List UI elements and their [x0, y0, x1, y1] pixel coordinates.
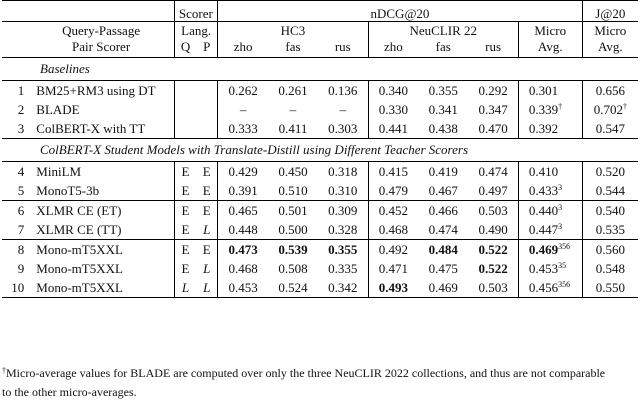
q-header: Q — [174, 39, 196, 58]
table-row — [2, 201, 638, 221]
lang-p: L — [203, 260, 211, 276]
row-id: 9 — [17, 260, 25, 276]
significance-marks: 35 — [558, 260, 567, 270]
significance-marks: 3 — [558, 202, 563, 212]
hc3-rus-value: 0.303 — [328, 120, 358, 136]
hc3-fas-value: 0.524 — [268, 278, 318, 298]
neu-fas-value: 0.474 — [428, 221, 458, 237]
lang-q: E — [174, 259, 196, 278]
scorer-name: Mono-mT5XXL — [28, 240, 174, 260]
row-id: 3 — [17, 120, 25, 136]
lang-p — [196, 81, 218, 101]
neuclir-header: NeuCLIR 22 — [368, 22, 518, 40]
hc3-zho-value: 0.453 — [218, 278, 268, 298]
judged-value: 0.702† — [582, 100, 638, 119]
hc3-rus-value: 0.328 — [328, 221, 358, 237]
section-baselines — [2, 58, 638, 81]
row-id: 1 — [2, 81, 28, 101]
scorer-name: XLMR CE (TT) — [36, 221, 122, 237]
micro-header: Micro — [518, 22, 582, 40]
neu-fas-value: 0.475 — [428, 260, 458, 276]
row-id: 6 — [2, 201, 28, 221]
row-id: 5 — [17, 182, 25, 198]
micro-header-j: Micro — [582, 22, 638, 40]
footnote — [2, 364, 634, 402]
neu-rus-value: 0.503 — [468, 201, 518, 221]
significance-marks: 3 — [558, 182, 563, 192]
neu-zho-value: 0.330 — [368, 100, 418, 119]
neu-fas-value: 0.341 — [428, 101, 458, 117]
p-header: P — [203, 38, 211, 54]
neu-zho-value: 0.340 — [368, 81, 418, 101]
footnote-line-2: to the other micro-averages. — [2, 385, 137, 399]
hc3-fas-value: 0.510 — [278, 182, 308, 198]
micro-avg-value: 0.447$^3$ — [518, 220, 582, 240]
lang-q — [174, 119, 196, 139]
neu-rus-value: 0.490 — [478, 221, 508, 237]
neu-fas-value: 0.469 — [418, 278, 468, 298]
results-table — [2, 0, 638, 298]
row-id: 8 — [2, 240, 28, 260]
row-id: 4 — [2, 162, 28, 182]
dagger-mark: † — [622, 101, 627, 111]
lang-p: E — [202, 182, 211, 198]
table-row — [2, 240, 638, 260]
qp-scorer-header-2: Pair Scorer — [72, 38, 131, 54]
hc3-fas-value: 0.261 — [268, 81, 318, 101]
lang-q: L — [174, 278, 196, 298]
micro-avg-header: Avg. — [518, 39, 582, 58]
qp-scorer-header-1: Query-Passage — [28, 22, 174, 40]
lang-q: E — [174, 240, 196, 260]
footnote-mark: † — [2, 366, 6, 375]
table-row — [2, 100, 638, 119]
scorer-name: MiniLM — [28, 162, 174, 182]
significance-marks: 356 — [558, 279, 571, 289]
hc3-fas-value: 0.450 — [268, 162, 318, 182]
judged-value: 0.540 — [582, 201, 638, 221]
judged-value: 0.560 — [582, 240, 638, 260]
hc3-zho-value: 0.465 — [218, 201, 268, 221]
neu-rus-value: 0.522 — [468, 240, 518, 260]
neu-zho-header: zho — [368, 39, 418, 58]
table-row — [2, 259, 638, 278]
hc3-fas-value: 0.500 — [278, 221, 308, 237]
scorer-name: ColBERT-X with TT — [36, 120, 146, 136]
scorer-name: BLADE — [36, 101, 80, 117]
scorer-name: XLMR CE (ET) — [28, 201, 174, 221]
table-row — [2, 119, 638, 139]
scorer-name: BM25+RM3 using DT — [28, 81, 174, 101]
neu-zho-value: 0.441 — [368, 119, 418, 139]
lang-p: E — [196, 201, 218, 221]
lang-q: E — [174, 181, 196, 201]
judged-value: 0.535 — [582, 220, 638, 240]
row-id: 10 — [2, 278, 28, 298]
neu-zho-value: 0.452 — [368, 201, 418, 221]
neu-fas-header: fas — [435, 38, 451, 54]
micro-avg-value: 0.433$^3$ — [518, 181, 582, 201]
hc3-rus-value: 0.136 — [318, 81, 368, 101]
scorer-name: MonoT5-3b — [36, 182, 100, 198]
hc3-rus-value: 0.309 — [318, 201, 368, 221]
micro-avg-header-j: Avg. — [582, 39, 638, 58]
section-title: ColBERT-X Student Models with Translate-Distill using Different Teacher Scorers — [2, 139, 638, 162]
table-row — [2, 81, 638, 101]
scorer-group-header: Scorer — [174, 1, 217, 22]
neu-fas-value: 0.466 — [418, 201, 468, 221]
neu-rus-value: 0.497 — [478, 182, 508, 198]
neu-fas-value: 0.355 — [418, 81, 468, 101]
hc3-rus-value: – — [339, 101, 347, 117]
hc3-zho-value: – — [218, 100, 268, 119]
micro-avg-value: 0.456$^{356}$ — [518, 278, 582, 298]
hc3-zho-value: 0.333 — [218, 119, 268, 139]
hc3-zho-value: 0.448 — [218, 220, 268, 240]
header-row-groups — [2, 1, 638, 22]
hc3-zho-value: 0.391 — [218, 181, 268, 201]
neu-zho-value: 0.493 — [368, 278, 418, 298]
lang-p — [196, 100, 218, 119]
judged-value: 0.550 — [582, 278, 638, 298]
section-colbert — [2, 139, 638, 162]
row-id: 7 — [17, 221, 25, 237]
micro-avg-value: 0.410 — [518, 162, 582, 182]
table-row — [2, 220, 638, 240]
neu-fas-value: 0.438 — [428, 120, 458, 136]
hc3-rus-value: 0.355 — [318, 240, 368, 260]
neu-zho-value: 0.468 — [368, 220, 418, 240]
micro-avg-value: 0.453$^{35}$ — [518, 259, 582, 278]
lang-p: L — [196, 278, 218, 298]
lang-p — [196, 119, 218, 139]
judged-value: 0.547 — [582, 119, 638, 139]
lang-p: E — [196, 162, 218, 182]
hc3-zho-value: 0.468 — [218, 259, 268, 278]
lang-q — [174, 81, 196, 101]
micro-avg-value: 0.339† — [518, 100, 582, 119]
lang-q: E — [174, 220, 196, 240]
micro-avg-value: 0.392 — [518, 119, 582, 139]
hc3-zho-value: 0.429 — [218, 162, 268, 182]
micro-avg-value: 0.301 — [518, 81, 582, 101]
lang-q — [174, 100, 196, 119]
neu-rus-value: 0.522 — [478, 260, 508, 276]
table-row — [2, 181, 638, 201]
judged-value: 0.520 — [582, 162, 638, 182]
hc3-rus-value: 0.318 — [318, 162, 368, 182]
micro-avg-value: 0.440$^3$ — [518, 201, 582, 221]
hc3-header: HC3 — [218, 22, 368, 40]
neu-zho-value: 0.471 — [368, 259, 418, 278]
neu-rus-header: rus — [485, 38, 501, 54]
lang-p: E — [196, 240, 218, 260]
neu-rus-value: 0.470 — [478, 120, 508, 136]
hc3-fas-value: 0.539 — [268, 240, 318, 260]
hc3-fas-value: 0.411 — [278, 120, 308, 136]
significance-marks: 356 — [558, 241, 571, 251]
neu-zho-value: 0.479 — [368, 181, 418, 201]
hc3-zho-value: 0.262 — [218, 81, 268, 101]
hc3-zho-value: 0.473 — [218, 240, 268, 260]
neu-zho-value: 0.492 — [368, 240, 418, 260]
neu-fas-value: 0.419 — [418, 162, 468, 182]
table-row — [2, 278, 638, 298]
hc3-rus-value: 0.310 — [328, 182, 358, 198]
neu-fas-value: 0.484 — [418, 240, 468, 260]
neu-rus-value: 0.347 — [478, 101, 508, 117]
header-row-collections — [2, 22, 638, 40]
footnote-line-1: Micro-average values for BLADE are computed over only the three NeuCLIR 2022 collections, and thus are not comparable — [6, 366, 606, 380]
hc3-rus-header: rus — [334, 38, 351, 54]
lang-q: E — [174, 162, 196, 182]
table-row — [2, 162, 638, 182]
row-id: 2 — [17, 101, 25, 117]
significance-marks: 3 — [558, 221, 563, 231]
hc3-rus-value: 0.335 — [328, 260, 358, 276]
neu-zho-value: 0.415 — [368, 162, 418, 182]
judged-value: 0.544 — [582, 181, 638, 201]
scorer-name: Mono-mT5XXL — [28, 278, 174, 298]
judged-group-header: J@20 — [582, 1, 638, 22]
hc3-fas-value: 0.508 — [278, 260, 308, 276]
lang-header: Lang. — [174, 22, 217, 40]
neu-rus-value: 0.503 — [468, 278, 518, 298]
judged-value: 0.548 — [582, 259, 638, 278]
lang-q: E — [174, 201, 196, 221]
neu-rus-value: 0.292 — [468, 81, 518, 101]
scorer-name: Mono-mT5XXL — [36, 260, 123, 276]
judged-value: 0.656 — [582, 81, 638, 101]
hc3-zho-header: zho — [218, 39, 268, 58]
lang-p: L — [203, 221, 211, 237]
neu-rus-value: 0.474 — [468, 162, 518, 182]
hc3-rus-value: 0.342 — [318, 278, 368, 298]
section-title: Baselines — [2, 58, 638, 81]
hc3-fas-value: – — [289, 101, 297, 117]
header-row-langs — [2, 39, 638, 58]
hc3-fas-value: 0.501 — [268, 201, 318, 221]
micro-avg-value: 0.469$^{356}$ — [518, 240, 582, 260]
hc3-fas-header: fas — [285, 38, 301, 54]
neu-fas-value: 0.467 — [428, 182, 458, 198]
significance-marks: † — [558, 101, 563, 111]
ndcg-group-header: nDCG@20 — [218, 1, 582, 22]
